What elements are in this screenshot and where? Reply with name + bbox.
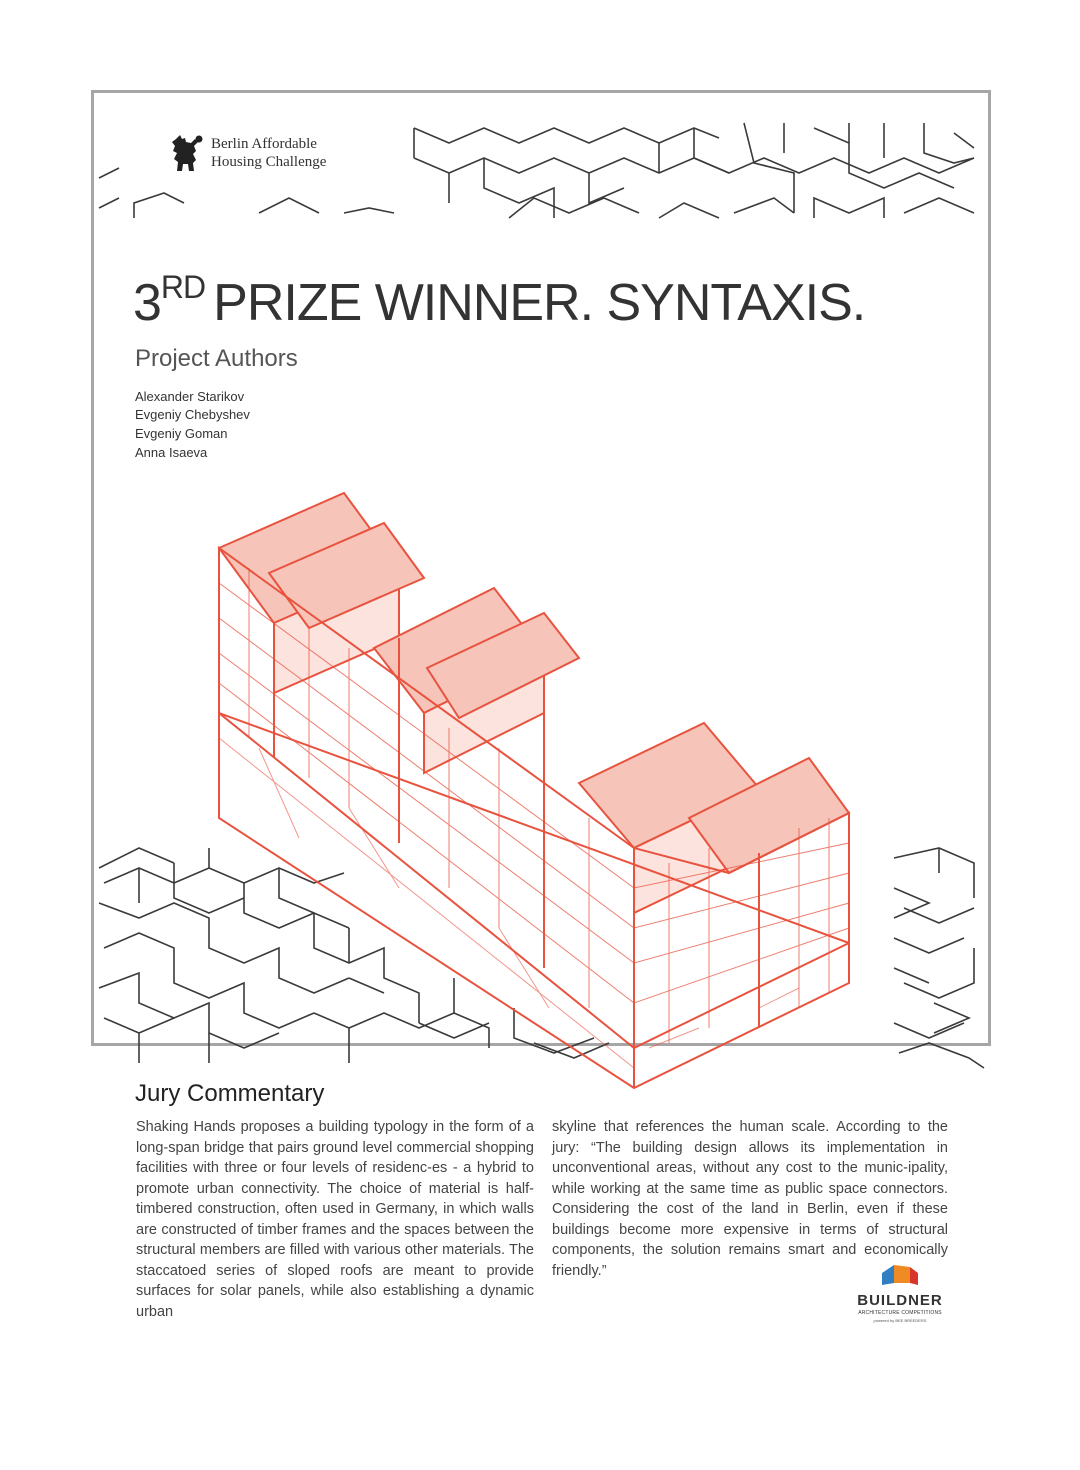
berlin-bear-icon (169, 133, 203, 173)
author-name: Anna Isaeva (135, 445, 208, 460)
poster-frame (91, 90, 991, 1323)
buildner-logo (845, 1263, 955, 1323)
building-roofs (219, 493, 849, 913)
title-number: 3 (133, 274, 161, 332)
author-name: Evgeniy Chebyshev (135, 407, 250, 422)
jury-commentary-heading: Jury Commentary (135, 1080, 325, 1107)
page-title (133, 269, 866, 333)
logo-line-2: Housing Challenge (211, 154, 327, 170)
jury-commentary-column-1: Shaking Hands proposes a building typology in the form of a long-span bridge that pairs ground level commercial shopping facilities with three or four levels of residenc-es - a hybrid to promote urban connectivity. The choice of material is half-timbered construction, often used in Germany, in which walls are constructed of timber frames and the spaces between the structural members are filled with various other materials. The staccatoed series of sloped roofs are meant to provide surfaces for solar panels, while also establishing a dynamic urban (136, 1119, 534, 1320)
buildner-tagline: ARCHITECTURE COMPETITIONS (858, 1310, 942, 1316)
authors-heading: Project Authors (135, 345, 298, 372)
buildner-name: BUILDNER (857, 1292, 943, 1309)
author-name: Alexander Starikov (135, 389, 245, 404)
logo-line-1: Berlin Affordable (211, 136, 317, 152)
building-illustration (199, 488, 864, 1088)
author-name: Evgeniy Goman (135, 426, 228, 441)
competition-logo (169, 133, 326, 173)
title-ordinal-suffix: RD (160, 269, 206, 305)
buildner-powered-by: powered by BEE BREEDERS (873, 1318, 927, 1323)
buildner-house-icon (880, 1263, 920, 1287)
title-text: PRIZE WINNER. SYNTAXIS. (213, 274, 866, 332)
right-geometric-pattern (884, 838, 988, 1068)
jury-commentary-column-2: skyline that references the human scale. According to the jury: “The building design allows its implementation in unconventional areas, without any cost to the munic-ipality, while working at the same time as public space connectors. Considering the cost of the land in Berlin, even if these buildings become more expensive in terms of structural components, the solution remains smart and economically friendly.” (552, 1119, 948, 1279)
